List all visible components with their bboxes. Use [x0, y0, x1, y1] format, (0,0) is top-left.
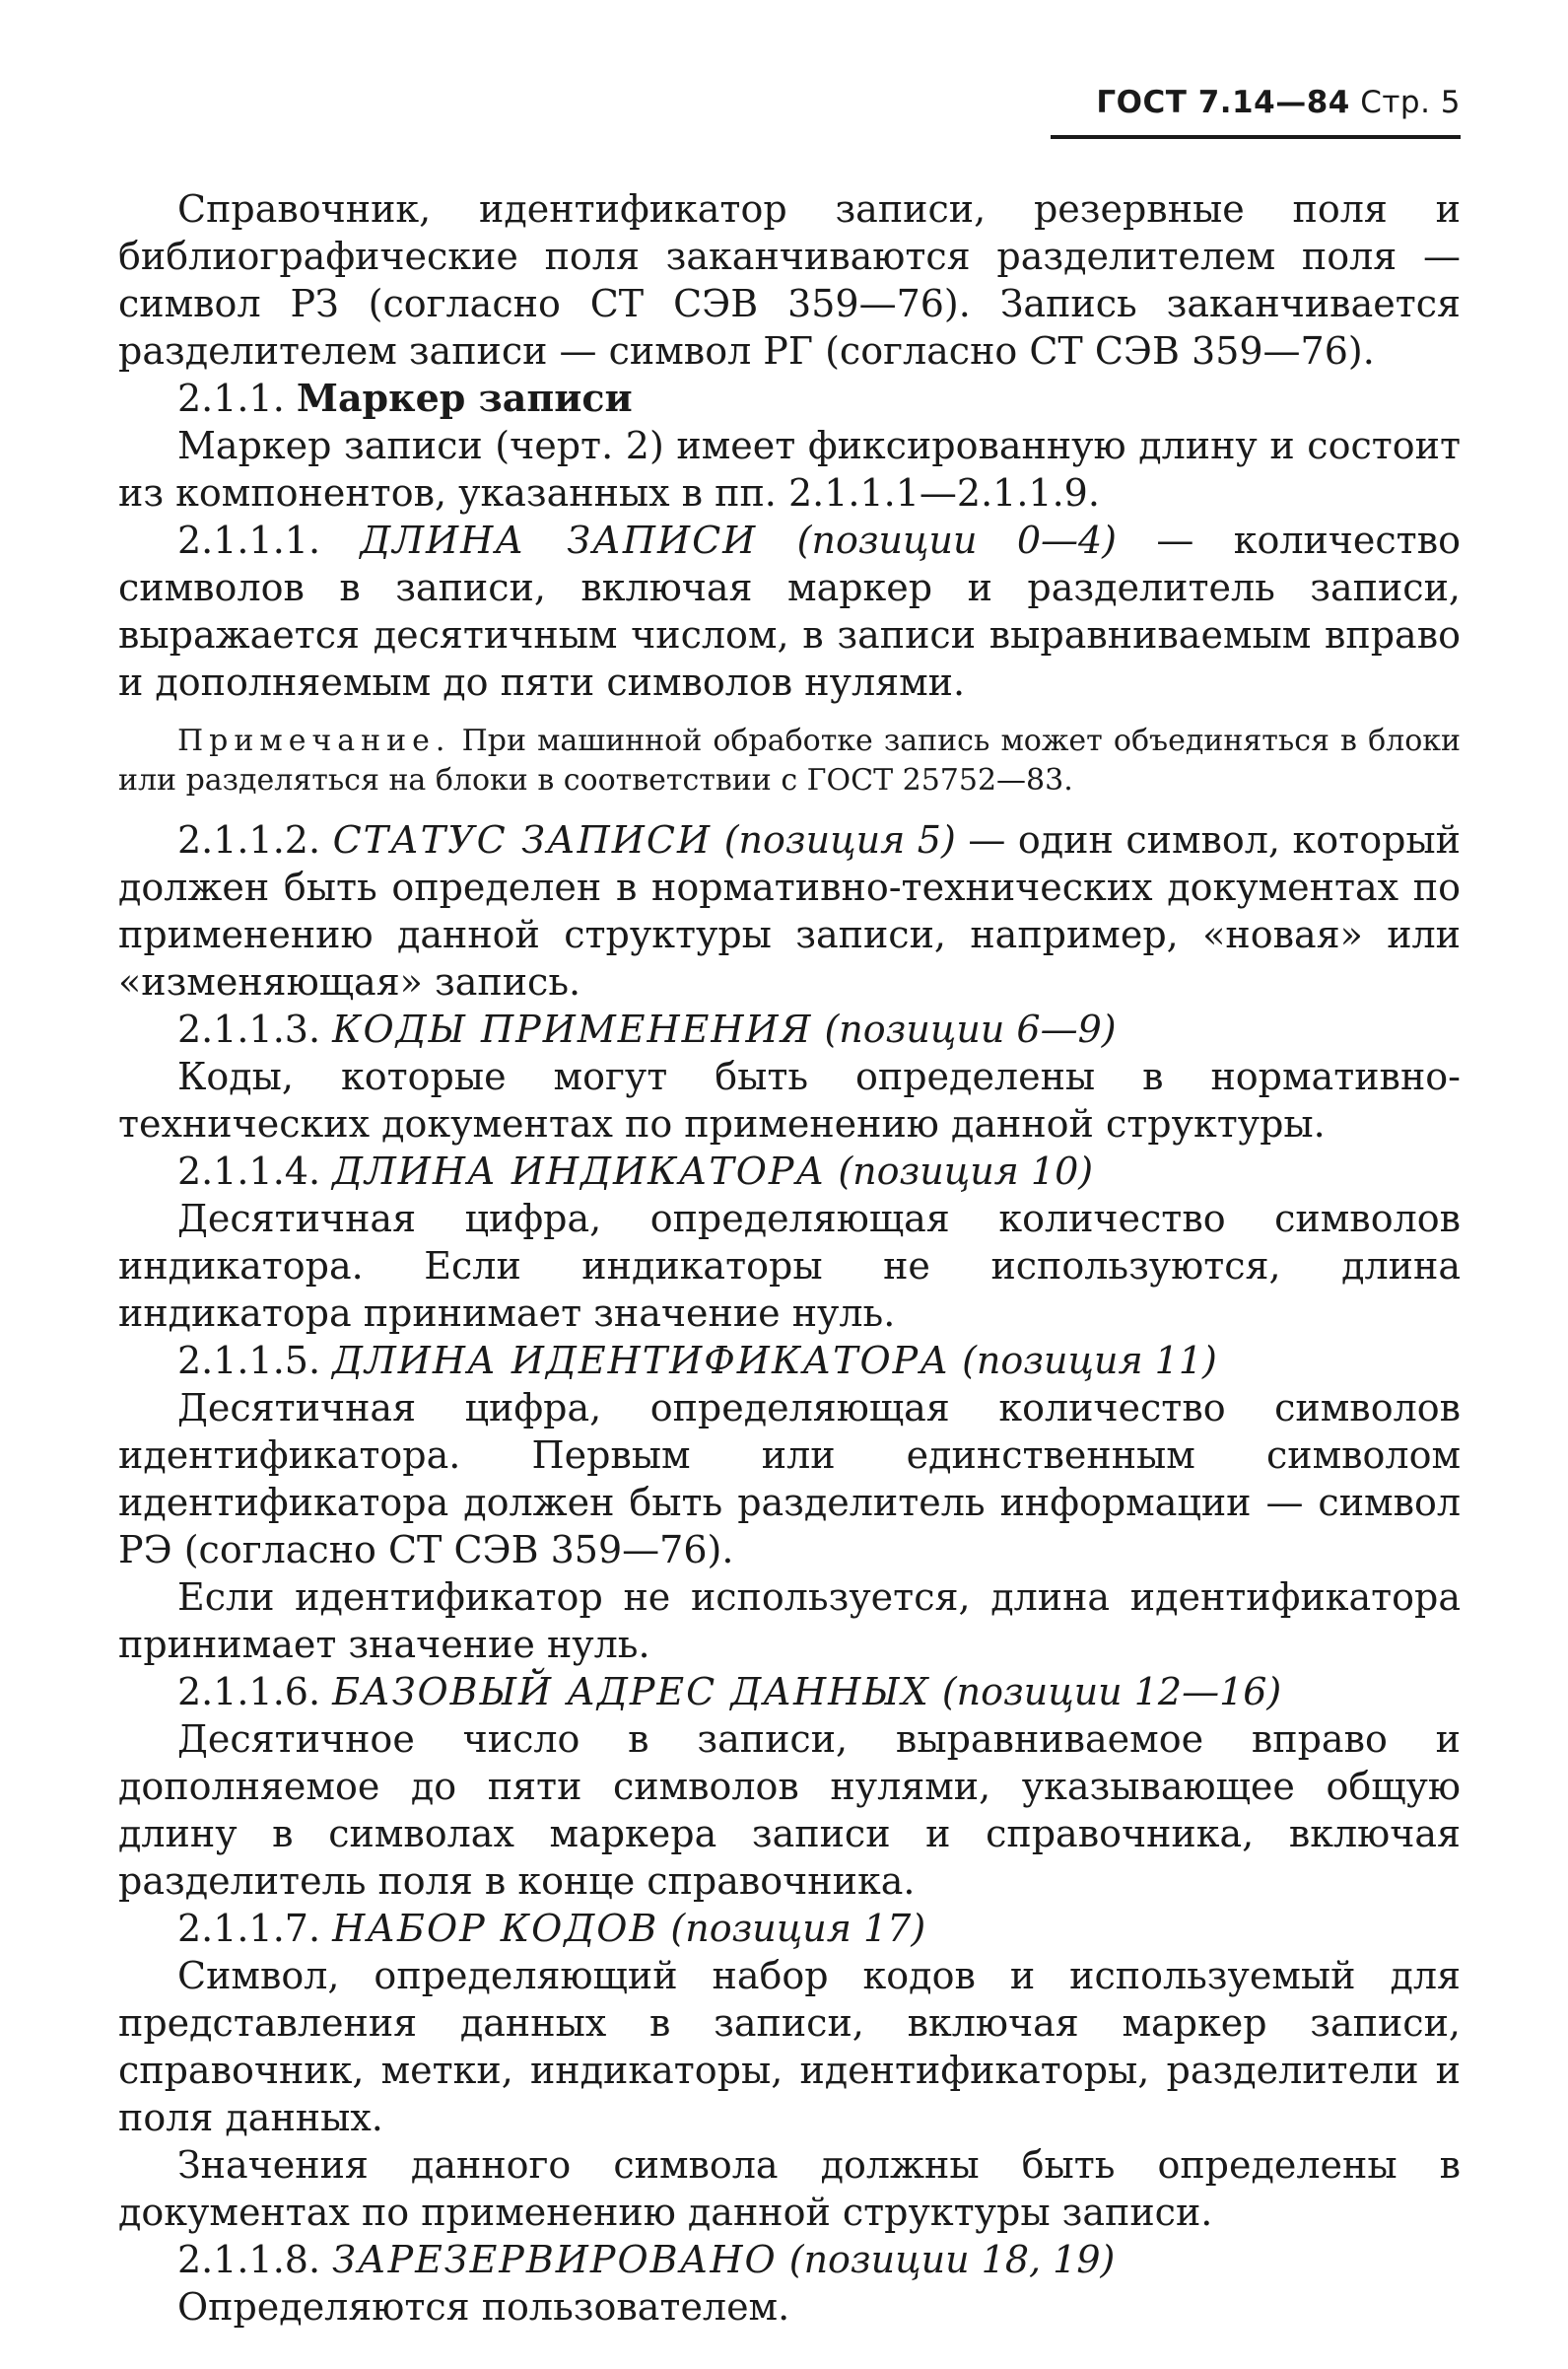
section-title: КОДЫ ПРИМЕНЕНИЯ — [332, 1008, 813, 1051]
section-text: — количество символов в записи, включая маркер и разделитель записи, выражается десятичным числом, в записи выравниваемым вправо и дополняемым до пяти символов нулями. — [118, 519, 1461, 704]
section-2-1-1-7-heading — [118, 1905, 1461, 1952]
section-2-1-1-8-text: Определяются пользователем. — [177, 2285, 790, 2329]
section-title: ДЛИНА ИДЕНТИФИКАТОРА — [332, 1339, 950, 1382]
section-2-1-1-4-text: Десятичная цифра, определяющая количество символов индикатора. Если индикаторы не используются, длина индикатора принимает значение нуль. — [118, 1197, 1461, 1335]
document-body — [118, 185, 1461, 2331]
standard-number: ГОСТ 7.14—84 — [1096, 85, 1350, 120]
section-2-1-1-3-heading — [118, 1006, 1461, 1053]
section-2-1-1-8-heading — [118, 2236, 1461, 2283]
section-positions: (позиция 11) — [962, 1339, 1217, 1382]
section-2-1-1-3-text: Коды, которые могут быть определены в нормативно-технических документах по применению данной структуры. — [118, 1055, 1461, 1146]
section-text: — один символ, который должен быть определен в нормативно-технических документах по применению данной структуры записи, например, «новая» или «изменяющая» запись. — [118, 818, 1461, 1004]
section-title: ДЛИНА ИНДИКАТОРА — [332, 1150, 827, 1193]
section-2-1-1-heading — [118, 375, 1461, 422]
section-2-1-1-5-text-2: Если идентификатор не используется, длина идентификатора принимает значение нуль. — [118, 1575, 1461, 1666]
section-2-1-1-5-heading — [118, 1337, 1461, 1384]
section-positions: (позиции 6—9) — [824, 1008, 1117, 1051]
section-title: СТАТУС ЗАПИСИ — [332, 818, 713, 862]
section-2-1-1-5-text: Десятичная цифра, определяющая количество символов идентификатора. Первым или единственным символом идентификатора должен быть разделитель информации — символ РЭ (согласно СТ СЭВ 359—76). — [118, 1386, 1461, 1571]
section-title: БАЗОВЫЙ АДРЕС ДАННЫХ — [332, 1670, 930, 1713]
section-title: НАБОР КОДОВ — [332, 1907, 659, 1950]
note-text: При машинной обработке запись может объединяться в блоки или разделяться на блоки в соответствии с ГОСТ 25752—83. — [118, 724, 1461, 798]
section-number: 2.1.1.3. — [177, 1008, 321, 1051]
section-2-1-1-4-heading — [118, 1148, 1461, 1195]
section-number: 2.1.1.4. — [177, 1150, 321, 1193]
header-rule — [1051, 135, 1461, 139]
section-2-1-1-6-text: Десятичное число в записи, выравниваемое вправо и дополняемое до пяти символов нулями, указывающее общую длину в символах маркера записи и справочника, включая разделитель поля в конце справочника. — [118, 1717, 1461, 1903]
section-title: ДЛИНА ЗАПИСИ — [360, 519, 758, 562]
section-positions: (позиции 0—4) — [796, 519, 1118, 562]
section-number: 2.1.1.8. — [177, 2238, 321, 2281]
section-2-1-1-7-text-2: Значения данного символа должны быть определены в документах по применению данной структуры записи. — [118, 2143, 1461, 2234]
section-number: 2.1.1.5. — [177, 1339, 321, 1382]
note-label: Примечание. — [177, 724, 451, 758]
page-number: Стр. 5 — [1360, 85, 1461, 120]
section-2-1-1-text: Маркер записи (черт. 2) имеет фиксированную длину и состоит из компонентов, указанных в пп. 2.1.1.1—2.1.1.9. — [118, 424, 1461, 515]
section-positions: (позиции 18, 19) — [788, 2238, 1116, 2281]
section-2-1-1-7-text: Символ, определяющий набор кодов и используемый для представления данных в записи, включая маркер записи, справочник, метки, индикаторы, идентификаторы, разделители и поля данных. — [118, 1954, 1461, 2139]
section-positions: (позиция 10) — [838, 1150, 1094, 1193]
intro-paragraph: Справочник, идентификатор записи, резервные поля и библиографические поля заканчиваются разделителем поля — символ РЗ (согласно СТ СЭВ 359—76). Запись заканчивается разделителем записи — символ РГ (согласно СТ СЭВ 359—76). — [118, 187, 1461, 373]
section-number: 2.1.1.7. — [177, 1907, 321, 1950]
section-2-1-1-6-heading — [118, 1668, 1461, 1715]
section-positions: (позиция 17) — [670, 1907, 926, 1950]
section-title: ЗАРЕЗЕРВИРОВАНО — [332, 2238, 778, 2281]
page-header — [1045, 83, 1461, 122]
note-paragraph — [118, 722, 1461, 801]
section-positions: (позиции 12—16) — [941, 1670, 1282, 1713]
section-number: 2.1.1.1. — [177, 519, 321, 562]
section-number: 2.1.1. — [177, 377, 285, 420]
section-2-1-1-2 — [118, 816, 1461, 1006]
section-number: 2.1.1.2. — [177, 818, 321, 862]
section-title: Маркер записи — [296, 376, 633, 420]
section-positions: (позиция 5) — [723, 818, 956, 862]
section-number: 2.1.1.6. — [177, 1670, 321, 1713]
section-2-1-1-1 — [118, 517, 1461, 706]
